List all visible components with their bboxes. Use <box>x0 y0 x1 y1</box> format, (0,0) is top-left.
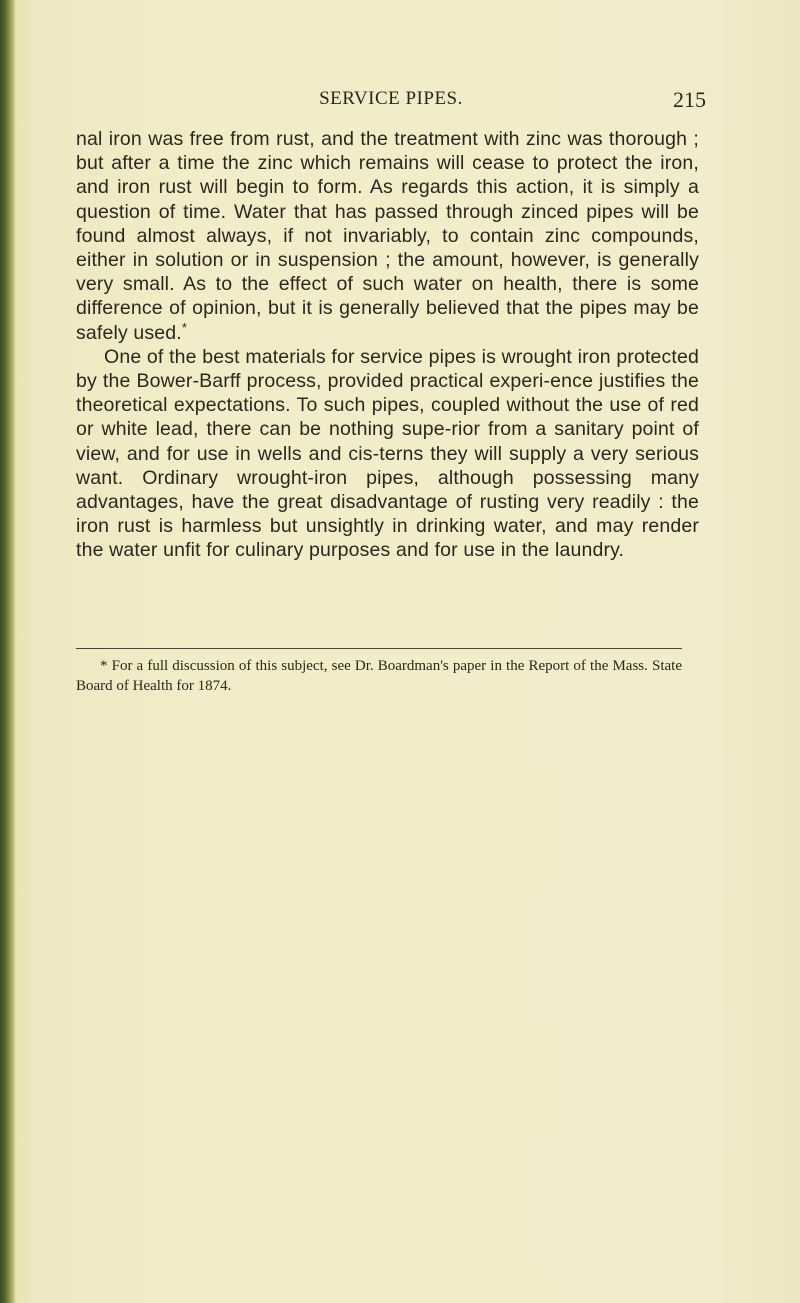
paragraph-1 <box>76 127 699 345</box>
running-head <box>76 88 706 114</box>
page-number: 215 <box>673 87 706 112</box>
footnote-marker: * <box>181 319 188 335</box>
page-binding-edge <box>0 0 16 1303</box>
running-title: SERVICE PIPES. <box>319 88 463 109</box>
footnote-rule <box>76 648 682 649</box>
body-text <box>76 127 699 563</box>
paragraph-2: One of the best materials for service pipes is wrought iron protected by the Bower-Barff process, provided practical experi-ence justifies the theoretical expectations. To such pipes, coupled without the use of red or white lead, there can be nothing supe-rior from a sanitary point of view, and for use in wells and cis-terns they will supply a very serious want. Ordinary wrought-iron pipes, although possessing many advantages, have the great disadvantage of rusting very readily : the iron rust is harmless but unsightly in drinking water, and may render the water unfit for culinary purposes and for use in the laundry. <box>76 345 699 562</box>
paragraph-1-text: nal iron was free from rust, and the treatment with zinc was thorough ; but after a time the zinc which remains will cease to protect the iron, and iron rust will begin to form. As regards this action, it is simply a question of time. Water that has passed through zinced pipes will be found almost always, if not invariably, to contain zinc compounds, either in solution or in suspension ; the amount, however, is generally very small. As to the effect of such water on health, there is some difference of opinion, but it is generally believed that the pipes may be safely used. <box>76 128 699 344</box>
footnote-text: * For a full discussion of this subject, see Dr. Boardman's paper in the Report of the Mass. State Board of Health for 1874. <box>76 658 682 694</box>
footnote <box>76 656 682 696</box>
